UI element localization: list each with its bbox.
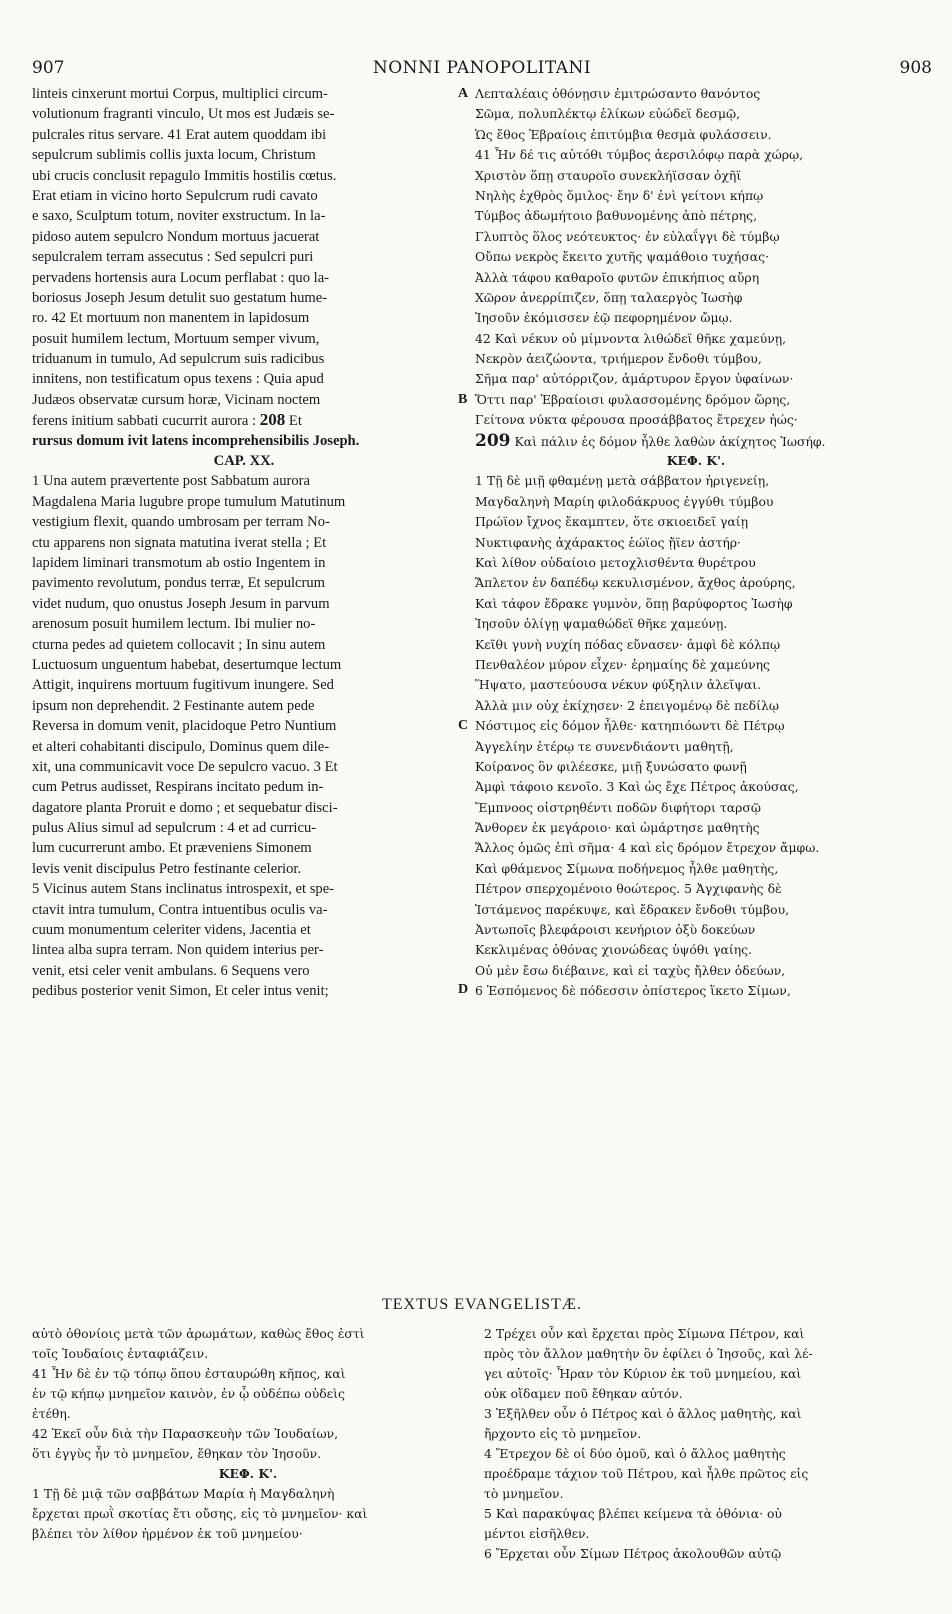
text-line: αὐτὸ ὀθονίοις μετὰ τῶν ἀρωμάτων, καθὼς ἔθος ἐστὶ: [32, 1326, 365, 1341]
text-line: pervadens hortensis aura Locum perflabat : quo la-: [32, 269, 330, 286]
text-line: Ἀλλὰ τάφου καθαροῖο φυτῶν ἐπικήπιος αὔρη: [475, 269, 760, 285]
text-line: ubi crucis conclusit repagulo Immitis hostilis cœtus.: [32, 167, 337, 184]
text-line: οὐκ οἴδαμεν ποῦ ἔθηκαν αὐτόν.: [484, 1386, 683, 1401]
text-line: προέδραμε τάχιον τοῦ Πέτρου, καὶ ἦλθε πρῶτος εἰς: [484, 1466, 809, 1481]
text-line: 42 Ἐκεῖ οὖν διὰ τὴν Παρασκευὴν τῶν Ἰουδαίων,: [32, 1426, 339, 1441]
text-line: 2 Τρέχει οὖν καὶ ἔρχεται πρὸς Σίμωνα Πέτρον, καὶ: [484, 1326, 805, 1341]
text-line: pulcrales ritus servare. 41 Erat autem quoddam ibi: [32, 126, 327, 143]
text-line: videt nudum, quo onustus Joseph Jesum in parvum: [32, 595, 330, 612]
text-line: ὅτι ἐγγὺς ἦν τὸ μνημεῖον, ἔθηκαν τὸν Ἰησοῦν.: [32, 1446, 322, 1461]
text-line: 6 Ἑσπόμενος δὲ πόδεσσιν ὀπίστερος ἵκετο Σίμων,: [475, 983, 791, 999]
greek-column: [475, 84, 917, 1002]
text-line: [32, 410, 456, 430]
text-line: levis venit discipulus Petro festinante celerior.: [32, 860, 302, 877]
text-line: dagatore planta Proruit e domo ; et sequebatur disci-: [32, 799, 338, 816]
text-line: Μαγδαληνὴ Μαρίη φιλοδάκρυος ἐγγύθι τύμβου: [475, 493, 774, 509]
text-line: Καὶ τάφον ἔδρακε γυμνὸν, ὅπῃ βαρύφορτος Ἰωσὴφ: [475, 595, 793, 611]
text-line: et alteri cohabitanti discipulo, Dominus quem dile-: [32, 738, 330, 755]
text-line: pavimento revolutum, pondus terræ, Et sepulcrum: [32, 575, 326, 592]
text-line: ΚΕΦ. Κ'.: [218, 1466, 278, 1481]
margin-marker-c: C: [458, 718, 469, 733]
left-page-number: 907: [32, 58, 65, 78]
text-line: 42 Καὶ νέκυν οὐ μίμνοντα λιθώδεϊ θῆκε χαμεύνῃ,: [475, 330, 787, 346]
margin-marker-a: A: [458, 86, 469, 101]
text-line: Ἥψατο, μαστεύουσα νέκυν φύξηλιν ἀλεῖψαι.: [475, 677, 762, 693]
text-line: [475, 431, 917, 451]
text-line: γει αὐτοῖς· Ἦραν τὸν Κύριον ἐκ τοῦ μνημείου, καὶ: [484, 1366, 802, 1381]
text-line: ro. 42 Et mortuum non manentem in lapidosum: [32, 310, 310, 327]
text-line: Ἀγγελίην ἑτέρῳ τε συνενδιάοντι μαθητῇ,: [475, 738, 734, 754]
text-line: Luctuosum unguentum habebat, desertumque lectum: [32, 656, 342, 673]
text-line: boriosus Joseph Jesum detulit suo gestatum hume-: [32, 289, 328, 306]
text-line: Ἄλλος ὁμῶς ἐπὶ σῆμα· 4 καὶ εἰς δρόμον ἔτρεχον ἄμφω.: [475, 840, 820, 856]
verse-marker-208: 208: [259, 410, 286, 430]
text-line: Νεκρὸν ἀειζώοντα, τριήμερον ἔνδοθι τύμβου,: [475, 351, 762, 367]
text-line: 4 Ἔτρεχον δὲ οἱ δύο ὁμοῦ, καὶ ὁ ἄλλος μαθητὴς: [484, 1446, 786, 1461]
text-line: Χριστὸν ὅπῃ σταυροῖο συνεκλήϊσσαν ὀχῆϊ: [475, 167, 742, 183]
text-line: 41 Ἦν δέ τις αὐτόθι τύμβος ἀερσιλόφῳ παρὰ χώρῳ,: [475, 147, 804, 163]
text-line: Ἄνθορεν ἐκ μεγάροιο· καὶ ὡμάρτησε μαθητὴς: [475, 820, 760, 836]
text-line: ΚΕΦ. Κ'.: [666, 453, 726, 469]
text-line: Καὶ φθάμενος Σίμωνα ποδήνεμος ἦλθε μαθητὴς,: [475, 860, 779, 876]
verse-marker-209: 209: [475, 430, 511, 451]
text-line: pedibus posterior venit Simon, Et celer intus venit;: [32, 983, 329, 1000]
text-line: Ἔμπνοος οἰστρηθέντι ποδῶν διφήτορι ταρσῷ: [475, 799, 761, 815]
right-page-number: 908: [899, 58, 932, 78]
text-line: Νηλὴς ἐχθρὸς ὅμιλος· ἔην δ' ἐνὶ γείτονι κήπῳ: [475, 187, 764, 203]
text-line: Reversa in domum venit, placidoque Petro Nuntium: [32, 718, 337, 735]
text-line: 1 Τῇ δὲ μιᾷ τῶν σαββάτων Μαρία ἡ Μαγδαληνὴ: [32, 1486, 335, 1501]
text-line: 6 Ἔρχεται οὖν Σίμων Πέτρος ἀκολουθῶν αὐτῷ: [484, 1546, 782, 1561]
text-line: cturna pedes ad quietem collocavit ; In sinu autem: [32, 636, 326, 653]
text-line: pulus Alius simul ad sepulcrum : 4 et ad curricu-: [32, 820, 317, 837]
text-line: Ἄπλετον ἐν δαπέδῳ κεκυλισμένον, ἄχθος ἀρούρης,: [475, 575, 796, 591]
text-line: Σῆμα παρ' αὐτόρριζον, ἀμάρτυρον ἔργον ὑφαίνων·: [475, 371, 794, 387]
line-text: ferens initium sabbati cucurrit aurora :: [32, 413, 260, 430]
text-line: Οὔπω νεκρὸς ἔκειτο χυτῆς ψαμάθοιο τυχήσας·: [475, 249, 770, 265]
latin-column: [32, 84, 456, 1002]
text-line: e saxo, Sculptum totum, noviter exstructum. In la-: [32, 208, 326, 225]
text-line: volutionum fragranti vinculo, Ut mos est Judæis se-: [32, 106, 335, 123]
text-line: Κοίρανος ὃν φιλέεσκε, μιῇ ξυνώσατο φωνῇ: [475, 758, 747, 774]
text-line: lapidem liminari transmotum ab ostio Ingentem in: [32, 554, 326, 571]
text-line: Ἀντωποῖς βλεφάροισι κενήριον ὀξὺ δοκεύων: [475, 922, 756, 938]
text-line: Ἀλλὰ μιν οὐχ ἐκίχησεν· 2 ἐπειγομένῳ δὲ πεδίλῳ: [475, 697, 779, 713]
text-line: Magdalena Maria lugubre prope tumulum Matutinum: [32, 493, 346, 510]
text-line: vestigium flexit, quando umbrosam per terram No-: [32, 514, 330, 531]
text-line: CAP. XX.: [213, 453, 275, 470]
section-title: TEXTUS EVANGELISTÆ.: [381, 1296, 583, 1313]
text-line: ἔρχεται πρωῒ σκοτίας ἔτι οὔσης, εἰς τὸ μνημεῖον· καὶ: [32, 1506, 368, 1521]
text-line: Attigit, inquirens mortuum fugitivum inungere. Sed: [32, 677, 334, 694]
text-line: rursus domum ivit latens incomprehensibilis Joseph.: [32, 432, 360, 449]
margin-marker-b: B: [458, 392, 468, 407]
text-line: τὸ μνημεῖον.: [484, 1486, 564, 1501]
text-line: Χῶρον ἀνερρίπιζεν, ὅπῃ ταλαεργὸς Ἰωσὴφ: [475, 289, 743, 305]
text-line: Νυκτιφανὴς ἀχάρακτος ἑώϊος ᾔϊεν ἀστήρ·: [475, 534, 741, 550]
text-line: innitens, non testificatum opus texens : Quia apud: [32, 371, 324, 388]
text-line: Σῶμα, πολυπλέκτῳ ἑλίκων εὐώδεϊ δεσμῷ,: [475, 106, 741, 122]
text-line: Ὅττι παρ' Ἑβραίοισι φυλασσομένης δρόμον ὥρης,: [475, 391, 791, 407]
line-text: Καὶ πάλιν ἐς δόμον ἦλθε λαθὼν ἀκίχητος Ἰωσήφ.: [510, 433, 826, 449]
text-line: Καὶ λίθον οὐδαίοιο μετοχλισθέντα θυρέτρου: [475, 554, 756, 570]
running-title: NONNI PANOPOLITANI: [372, 58, 592, 78]
page-header: [32, 58, 932, 82]
text-line: 41 Ἦν δὲ ἐν τῷ τόπῳ ὅπου ἐσταυρώθη κῆπος, καὶ: [32, 1366, 346, 1381]
text-line: ctu apparens non signata matutina iverat stella ; Et: [32, 534, 327, 551]
text-line: ἤρχοντο εἰς τὸ μνημεῖον.: [484, 1426, 642, 1441]
text-line: Ὡς ἔθος Ἑβραίοις ἐπιτύμβια θεσμὰ φυλάσσειν.: [475, 126, 772, 142]
text-line: 5 Vicinus autem Stans inclinatus introspexit, et spe-: [32, 881, 335, 898]
text-line: Ἰησοῦν ὀλίγῃ ψαμαθώδεϊ θῆκε χαμεύνῃ.: [475, 616, 728, 632]
text-line: pidoso autem sepulcro Nondum mortuus jacuerat: [32, 228, 320, 245]
text-line: cum Petrus audisset, Respirans incitato pedum in-: [32, 779, 324, 796]
text-line: Τύμβος ἀδωμήτοιο βαθυνομένης ἀπὸ πέτρης,: [475, 208, 758, 224]
text-line: Πέτρον σπερχομένοιο θοώτερος. 5 Ἀγχιφανὴς δὲ: [475, 881, 782, 897]
text-line: Erat etiam in vicino horto Sepulcrum rudi cavato: [32, 187, 318, 204]
text-line: Judæos observatæ cursum horæ, Vicinam noctem: [32, 391, 321, 408]
text-line: xit, una communicavit voce De sepulcro vacuo. 3 Et: [32, 758, 338, 775]
gospel-left-column: [32, 1324, 464, 1544]
text-line: ἐτέθη.: [32, 1406, 71, 1421]
text-line: ctavit intra tumulum, Contra intuentibus oculis va-: [32, 901, 328, 918]
text-line: Οὐ μὲν ἔσω διέβαινε, καὶ εἰ ταχὺς ἤλθεν ὁδεύων,: [475, 962, 786, 978]
text-line: 1 Una autem prævertente post Sabbatum aurora: [32, 473, 311, 490]
text-line: Νόστιμος εἰς δόμον ἦλθε· κατηπιόωντι δὲ Πέτρῳ: [475, 718, 785, 734]
text-line: Ἀμφὶ τάφοιο κενοῖο. 3 Καὶ ὡς ἔχε Πέτρος ἀκούσας,: [475, 779, 799, 795]
text-line: 1 Τῇ δὲ μιῇ φθαμένῃ μετὰ σάββατον ἠριγενείῃ,: [475, 473, 770, 489]
text-line: μέντοι εἰσῆλθεν.: [484, 1526, 590, 1541]
text-line: Κεῖθι γυνὴ νυχίη πόδας εὔνασεν· ἀμφὶ δὲ κόλπῳ: [475, 636, 781, 652]
text-line: βλέπει τὸν λίθον ἠρμένον ἐκ τοῦ μνημείου·: [32, 1526, 303, 1541]
text-line: cuum monumentum celeriter videns, Jacentia et: [32, 922, 311, 939]
line-text: Et: [285, 413, 302, 430]
text-line: 3 Ἐξῆλθεν οὖν ὁ Πέτρος καὶ ὁ ἄλλος μαθητὴς, καὶ: [484, 1406, 802, 1421]
text-line: arenosum posuit humilem lectum. Ibi mulier no-: [32, 616, 316, 633]
text-line: triduanum in tumulo, Ad sepulcrum suis radicibus: [32, 351, 325, 368]
text-line: Λεπταλέαις ὀθόνῃσιν ἐμιτρώσαντο θανόντος: [475, 86, 761, 101]
text-line: sepulcralem terram assecutus : Sed sepulcri puri: [32, 249, 314, 266]
text-line: ipsum non deprehendit. 2 Festinante autem pede: [32, 697, 315, 714]
text-line: Πενθαλέον μύρον εἶχεν· ἐρημαίης δὲ χαμεύνης: [475, 656, 770, 672]
text-line: Γλυπτὸς ὅλος νεότευκτος· ἐν εὐλαΐγγι δὲ τύμβῳ: [475, 228, 780, 244]
text-line: τοῖς Ἰουδαίοις ἐνταφιάζειν.: [32, 1346, 209, 1361]
text-line: Ἰησοῦν ἐκόμισσεν ἑῷ πεφορημένον ὤμῳ.: [475, 310, 733, 326]
text-line: lintea alba supra terram. Non quidem interius per-: [32, 942, 324, 959]
text-line: Γείτονα νύκτα φέρουσα προσάββατος ἔτρεχεν ἠώς·: [475, 412, 798, 428]
text-line: 5 Καὶ παρακύψας βλέπει κείμενα τὰ ὀθόνια· οὐ: [484, 1506, 782, 1521]
text-line: πρὸς τὸν ἄλλον μαθητὴν ὃν ἐφίλει ὁ Ἰησοῦς, καὶ λέ-: [484, 1346, 813, 1361]
text-line: Ἱστάμενος παρέκυψε, καὶ ἔδρακεν ἔνδοθι τύμβου,: [475, 901, 790, 917]
text-line: posuit humilem lectum, Mortuum semper vivum,: [32, 330, 320, 347]
text-line: Πρώϊον ἴχνος ἔκαμπτεν, ὅτε σκιοειδεῖ γαίῃ: [475, 514, 749, 530]
text-line: venit, etsi celer venit ambulans. 6 Sequens vero: [32, 962, 310, 979]
text-line: Κεκλιμένας ὀθόνας χιονώδεας ὑψόθι γαίης.: [475, 942, 753, 958]
text-line: sepulcrum sublimis collis juxta locum, Christum: [32, 147, 316, 164]
text-line: linteis cinxerunt mortui Corpus, multiplici circum-: [32, 86, 328, 102]
margin-marker-d: D: [458, 982, 469, 997]
gospel-right-column: [484, 1324, 924, 1564]
text-line: lum cucurrerunt ambo. Et præveniens Simonem: [32, 840, 312, 857]
text-line: ἐν τῷ κήπῳ μνημεῖον καινὸν, ἐν ᾧ οὐδέπω οὐδεὶς: [32, 1386, 345, 1401]
